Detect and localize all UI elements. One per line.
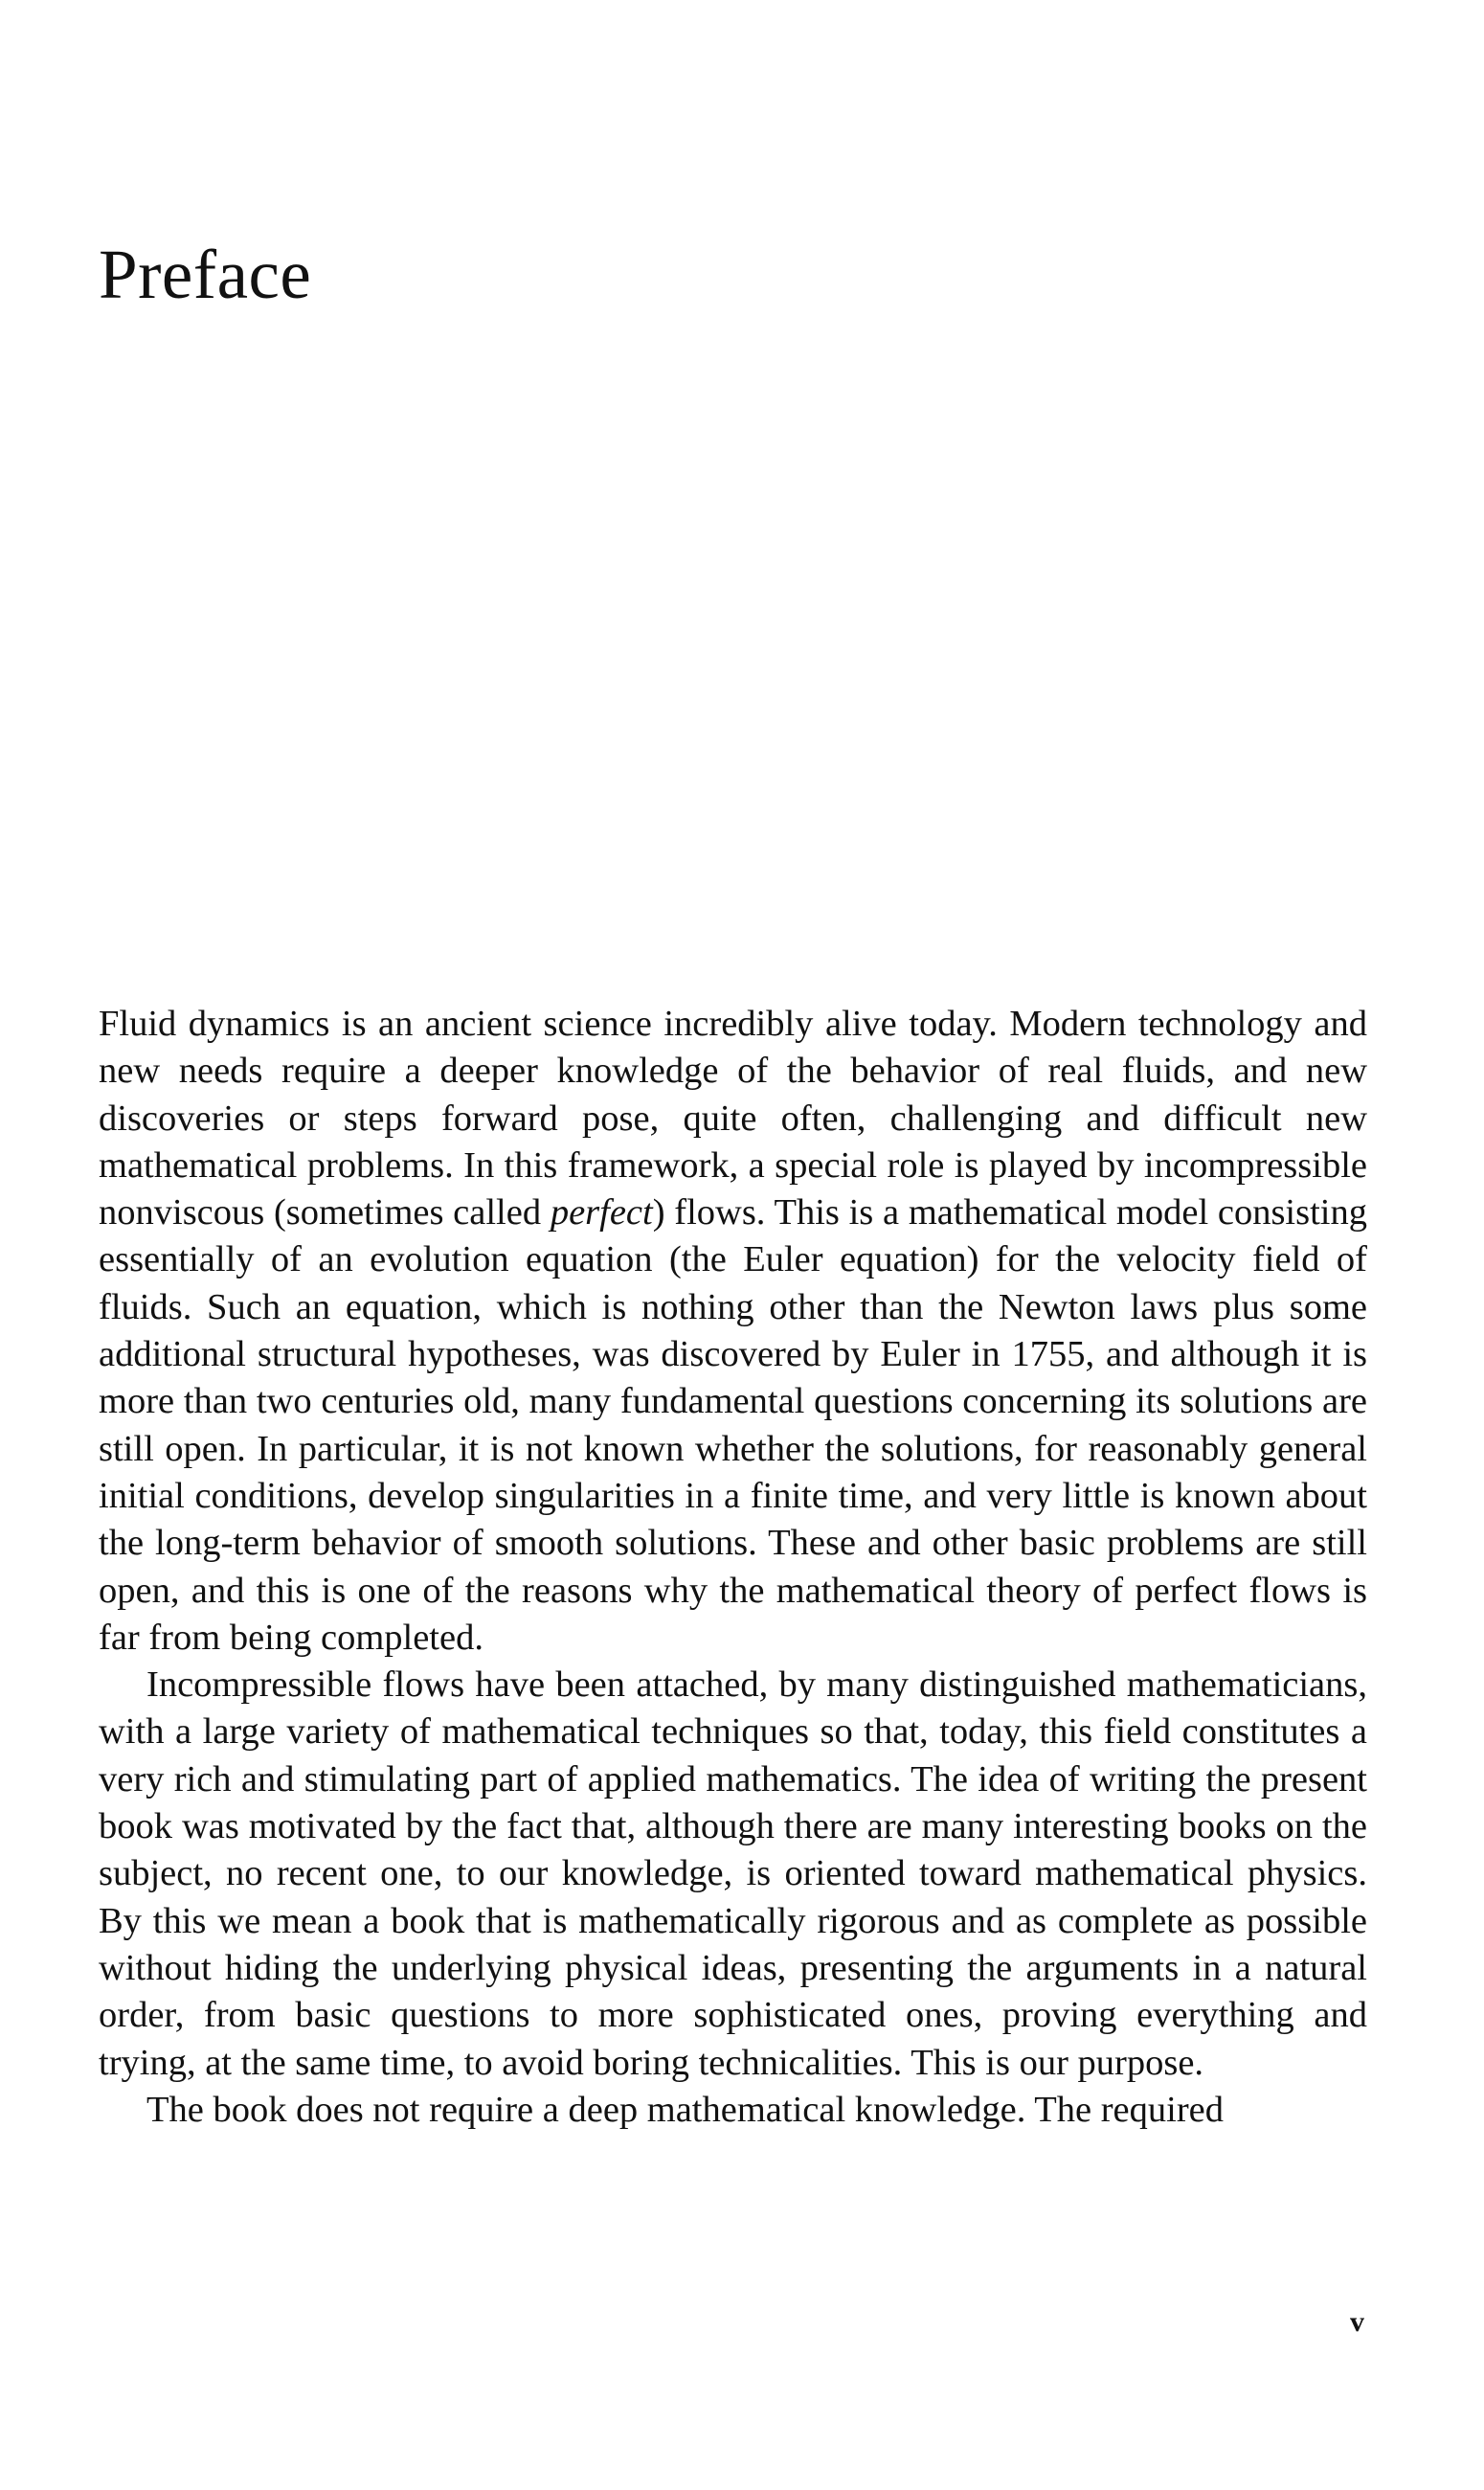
page-number: v xyxy=(1350,2306,1364,2338)
paragraph-1-text-a: Fluid dynamics is an ancient science incredibly alive today. Modern technology and new needs require a deeper knowledge of the behavior of real fluids, and new discoveries or steps forward pose, quite often, challenging and difficult new mathematical problems. In this framework, a special role is played by incompressible nonviscous (sometimes called xyxy=(99,1004,1367,1234)
preface-body xyxy=(99,1001,1367,2134)
page-title: Preface xyxy=(99,236,312,313)
paragraph-1 xyxy=(99,1001,1367,1662)
paragraph-1-text-b: ) flows. This is a mathematical model consisting essentially of an evolution equation (the Euler equation) for the velocity field of fluids. Such an equation, which is nothing other than the Newton laws plus some additional structural hypotheses, was discovered by Euler in 1755, and although it is more than two centuries old, many fundamental questions concerning its solutions are still open. In particular, it is not known whether the solutions, for reasonably general initial conditions, develop singularities in a finite time, and very little is known about the long-term behavior of smooth solutions. These and other basic problems are still open, and this is one of the reasons why the mathematical theory of perfect flows is far from being completed. xyxy=(99,1192,1367,1658)
paragraph-3: The book does not require a deep mathematical knowledge. The required xyxy=(146,2089,1224,2130)
paragraph-1-emphasis: perfect xyxy=(550,1192,653,1234)
paragraph-2: Incompressible flows have been attached, by many distinguished mathematicians, with a large variety of mathematical techniques so that, today, this field constitutes a very rich and stimulating part of applied mathematics. The idea of writing the present book was motivated by the fact that, although there are many interesting books on the subject, no recent one, to our knowledge, is oriented toward mathematical physics. By this we mean a book that is mathematically rigorous and as complete as possible without hiding the underlying physical ideas, presenting the arguments in a natural order, from basic questions to more sophisticated ones, proving everything and trying, at the same time, to avoid boring technicalities. This is our purpose. xyxy=(99,1664,1367,2083)
